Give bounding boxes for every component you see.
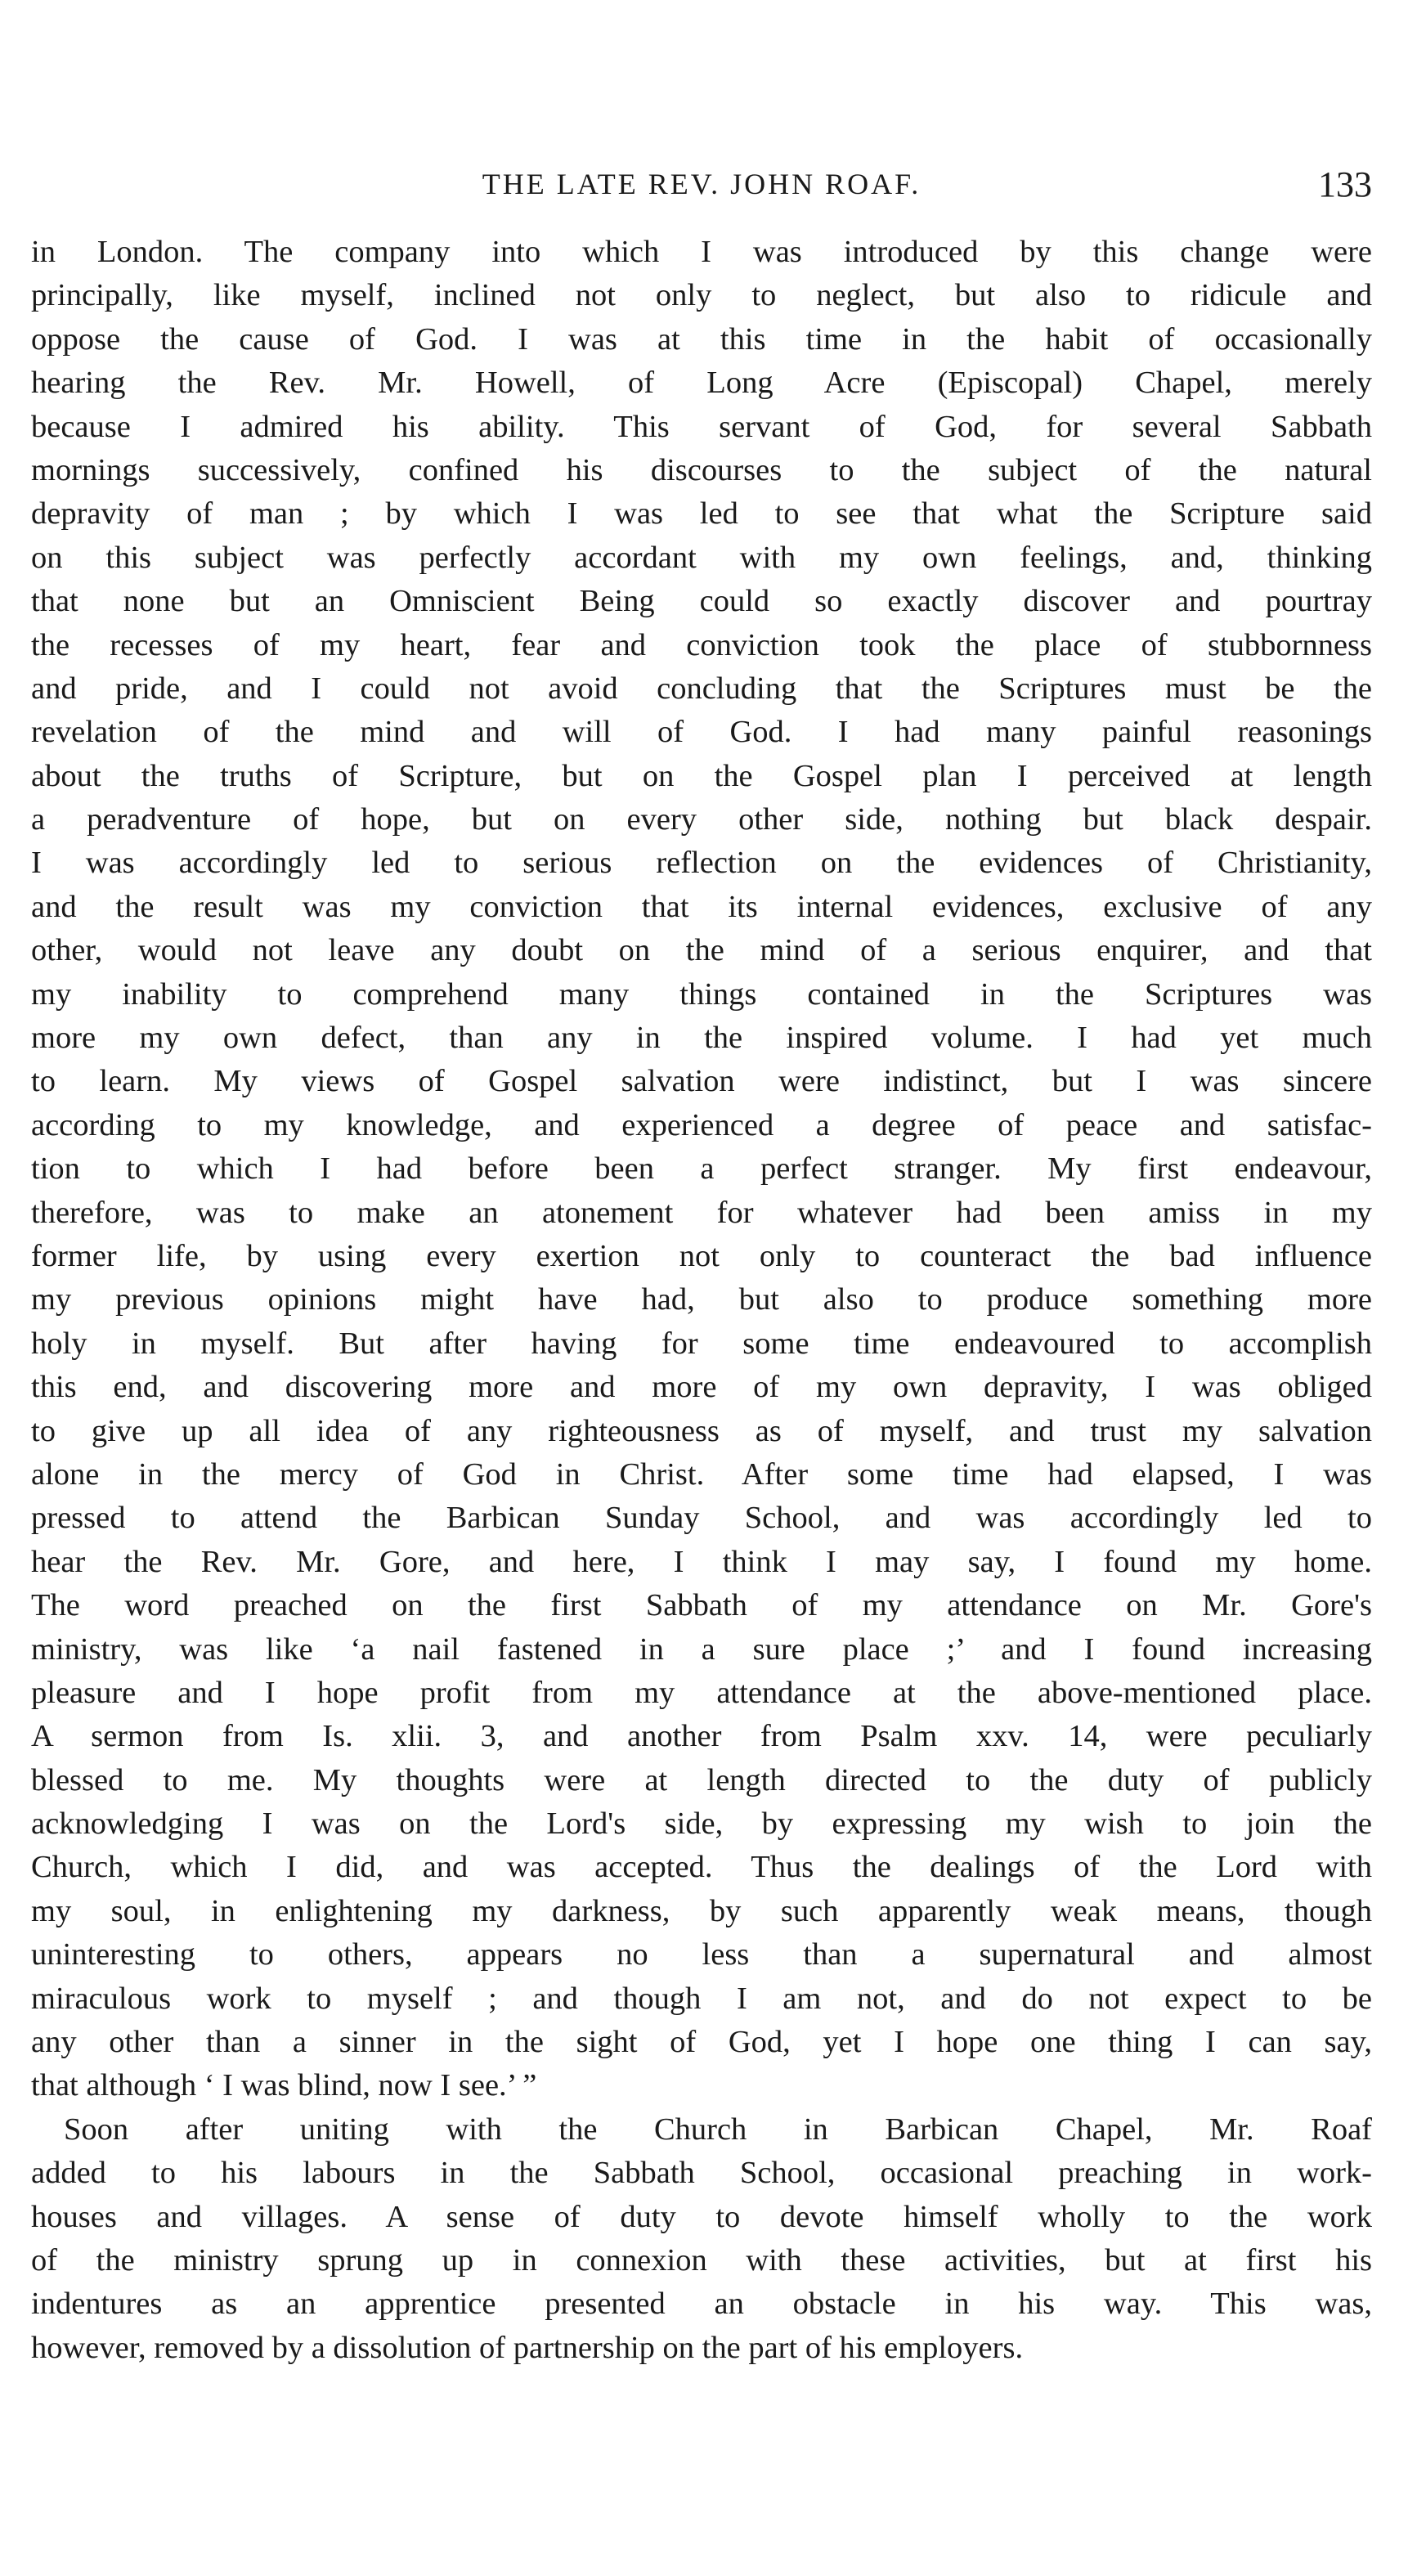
running-title: THE LATE REV. JOHN ROAF. [482,168,921,200]
text-line: because I admired his ability. This servant of God, for several Sabbath [31,409,1372,444]
text-line: added to his labours in the Sabbath School, occasional preaching in work- [31,2156,1372,2191]
text-line: indentures as an apprentice presented an obstacle in his way. This was, [31,2287,1372,2322]
text-line: other, would not leave any doubt on the mind of a serious enquirer, and that [31,933,1372,968]
text-line: my inability to comprehend many things contained in the Scriptures was [31,976,1372,1012]
text-line: the recesses of my heart, fear and conviction took the place of stubbornness [31,627,1372,662]
paragraph-2 [31,2108,1372,2370]
page-number: 133 [1318,164,1372,204]
text-line: therefore, was to make an atonement for whatever had been amiss in my [31,1195,1372,1230]
text-line: blessed to me. My thoughts were at length directed to the duty of publicly [31,1762,1372,1797]
text-line: more my own defect, than any in the inspired volume. I had yet much [31,1021,1372,1056]
body-text [31,231,1372,2370]
text-line: to give up all idea of any righteousness as of myself, and trust my salvation [31,1413,1372,1448]
text-line: and pride, and I could not avoid concluding that the Scriptures must be the [31,671,1372,706]
text-line: a peradventure of hope, but on every other side, nothing but black despair. [31,802,1372,837]
running-head [31,164,1372,213]
text-line: however, removed by a dissolution of partnership on the part of his employers. [31,2330,1024,2365]
text-line: pleasure and I hope profit from my attendance at the above-mentioned place. [31,1675,1372,1710]
text-line: holy in myself. But after having for some time endeavoured to accomplish [31,1326,1372,1361]
text-line: revelation of the mind and will of God. I had many painful reasonings [31,715,1372,750]
text-line: hear the Rev. Mr. Gore, and here, I think I may say, I found my home. [31,1544,1372,1579]
text-line: on this subject was perfectly accordant with my own feelings, and, thinking [31,540,1372,575]
text-line: according to my knowledge, and experienced a degree of peace and satisfac- [31,1107,1372,1142]
text-line: my soul, in enlightening my darkness, by such apparently weak means, though [31,1893,1372,1928]
text-line: my previous opinions might have had, but also to produce something more [31,1282,1372,1317]
text-line: this end, and discovering more and more of my own depravity, I was obliged [31,1370,1372,1405]
text-line: that although ‘ I was blind, now I see.’ ” [31,2068,537,2103]
text-line: and the result was my conviction that its internal evidences, exclusive of any [31,889,1372,924]
text-line: principally, like myself, inclined not only to neglect, but also to ridicule and [31,278,1372,313]
text-line: alone in the mercy of God in Christ. After some time had elapsed, I was [31,1456,1372,1492]
text-line: houses and villages. A sense of duty to devote himself wholly to the work [31,2199,1372,2234]
text-line: about the truths of Scripture, but on the Gospel plan I perceived at length [31,758,1372,793]
text-line: former life, by using every exertion not only to counteract the bad influence [31,1238,1372,1273]
text-line: acknowledging I was on the Lord's side, by expressing my wish to join the [31,1806,1372,1842]
text-line: The word preached on the first Sabbath of my attendance on Mr. Gore's [31,1588,1372,1623]
text-line: A sermon from Is. xlii. 3, and another from Psalm xxv. 14, were peculiarly [31,1719,1372,1754]
text-line: miraculous work to myself ; and though I am not, and do not expect to be [31,1981,1372,2016]
text-line: Soon after uniting with the Church in Barbican Chapel, Mr. Roaf [64,2112,1372,2147]
book-page [31,164,1372,2370]
text-line: I was accordingly led to serious reflection on the evidences of Christianity, [31,846,1372,881]
paragraph-1 [31,231,1372,2108]
text-line: depravity of man ; by which I was led to see that what the Scripture said [31,496,1372,532]
text-line: to learn. My views of Gospel salvation were indistinct, but I was sincere [31,1064,1372,1099]
text-line: tion to which I had before been a perfect stranger. My first endeavour, [31,1151,1372,1187]
text-line: of the ministry sprung up in connexion with these activities, but at first his [31,2242,1372,2278]
text-line: Church, which I did, and was accepted. Thus the dealings of the Lord with [31,1850,1372,1885]
text-line: in London. The company into which I was introduced by this change were [31,235,1372,269]
text-line: ministry, was like ‘a nail fastened in a sure place ;’ and I found increasing [31,1631,1372,1667]
text-line: pressed to attend the Barbican Sunday School, and was accordingly led to [31,1501,1372,1536]
text-line: oppose the cause of God. I was at this time in the habit of occasionally [31,321,1372,357]
text-line: that none but an Omniscient Being could so exactly discover and pourtray [31,584,1372,619]
text-line: any other than a sinner in the sight of God, yet I hope one thing I can say, [31,2025,1372,2060]
text-line: hearing the Rev. Mr. Howell, of Long Acre (Episcopal) Chapel, merely [31,366,1372,401]
text-line: mornings successively, confined his discourses to the subject of the natural [31,452,1372,487]
text-line: uninteresting to others, appears no less than a supernatural and almost [31,1937,1372,1972]
